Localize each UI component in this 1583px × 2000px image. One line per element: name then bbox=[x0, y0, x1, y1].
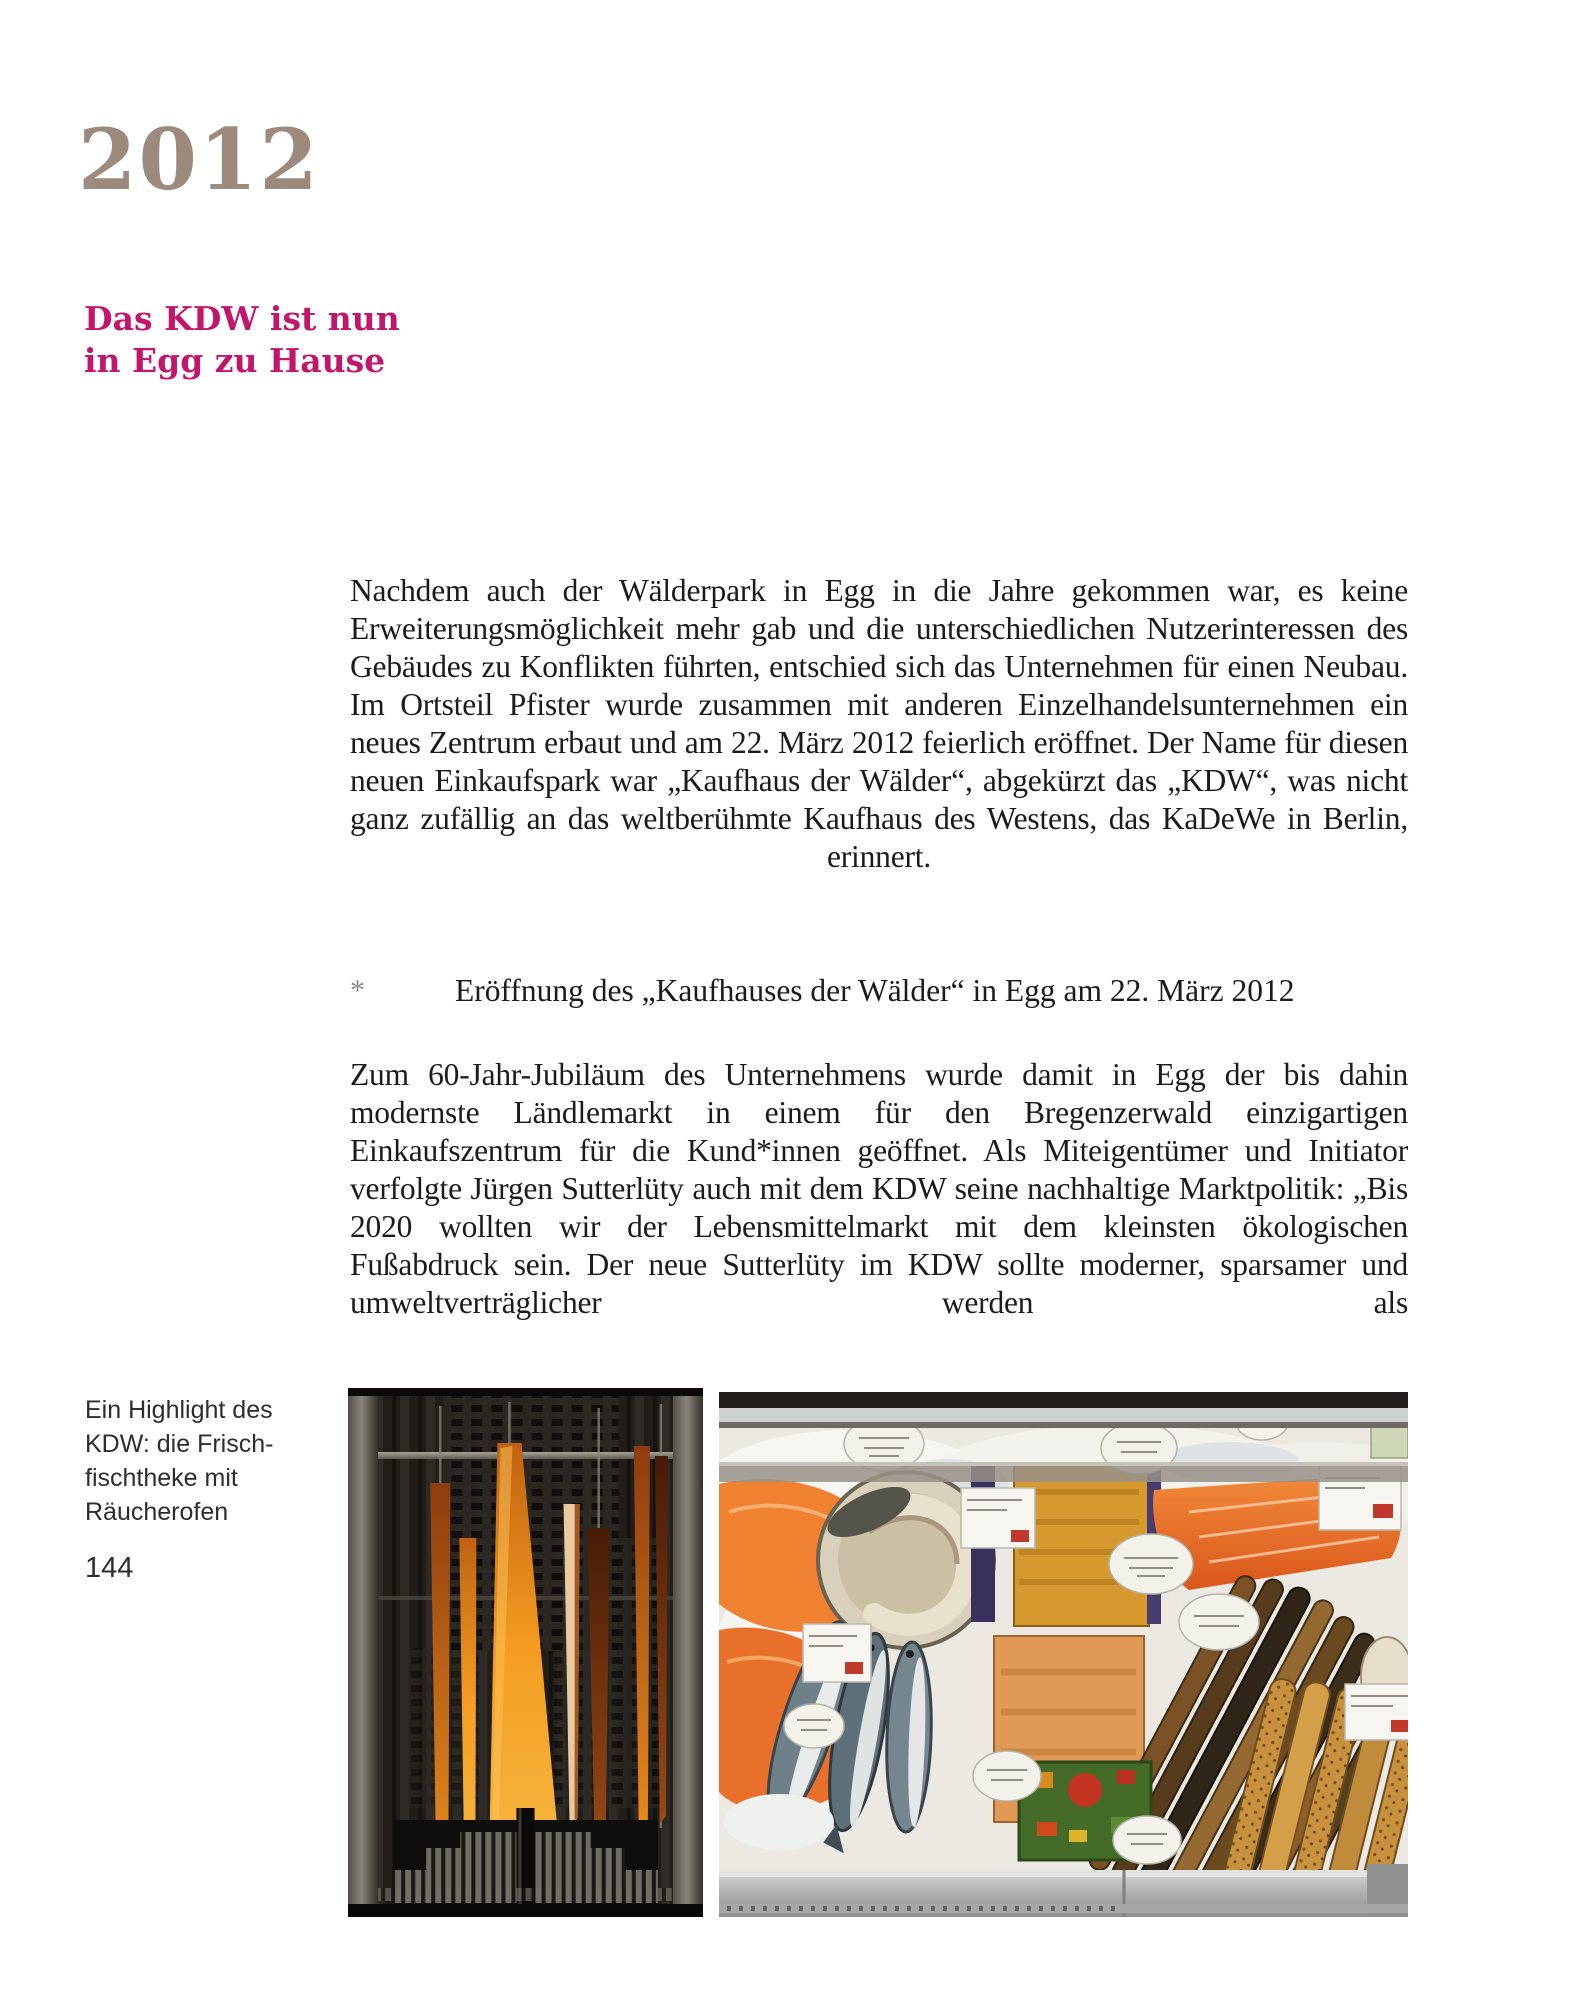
photo-caption: Ein Highlight des KDW: die Frisch- fischtheke mit Räucherofen bbox=[85, 1396, 274, 1526]
footnote-text: Eröffnung des „Kaufhauses der Wälder“ in Egg am 22. März 2012 bbox=[455, 973, 1295, 1008]
counter-front bbox=[719, 1864, 1408, 1917]
year-heading: 2012 bbox=[78, 110, 320, 209]
fish-counter-photo bbox=[719, 1392, 1408, 1917]
footnote-marker: * bbox=[350, 974, 365, 1007]
chapter-subtitle: Das KDW ist nun in Egg zu Hause bbox=[84, 299, 400, 380]
body-paragraph-2: Zum 60-Jahr-Jubiläum des Unternehmens wurde damit in Egg der bis dahin modernste Ländlemarkt in einem für den Bregenzerwald einzigartigen Einkaufszentrum für die Kund*innen geöffnet. Als Miteigentümer und Initiator verfolgte Jürgen Sutterlüty auch mit dem KDW seine nachhaltige Marktpolitik: „Bis 2020 wollten wir der Lebensmittelmarkt mit dem kleinsten ökologischen Fußabdruck sein. Der neue Sutterlüty im KDW sollte moderner, sparsamer und umweltverträglicher werden als bbox=[350, 1057, 1408, 1320]
fish-counter-photo-art bbox=[719, 1392, 1408, 1917]
page-number: 144 bbox=[85, 1552, 134, 1584]
smoker-photo-art bbox=[348, 1388, 703, 1917]
body-paragraph-1: Nachdem auch der Wälderpark in Egg in die Jahre gekommen war, es keine Erweiterungsmöglichkeit mehr gab und die unterschiedlichen Nutzerinteressen des Gebäudes zu Konflikten führten, entschied sich das Unternehmen für einen Neubau. Im Ortsteil Pfister wurde zusammen mit anderen Einzelhandelsunternehmen ein neues Zentrum erbaut und am 22. März 2012 feierlich eröffnet. Der Name für diesen neuen Einkaufspark war „Kaufhaus der Wälder“, abgekürzt das „KDW“, was nicht ganz zufällig an das weltberühmte Kaufhaus des Westens, das KaDeWe in Berlin, erinnert. bbox=[350, 573, 1408, 874]
smoker-photo bbox=[348, 1388, 703, 1917]
